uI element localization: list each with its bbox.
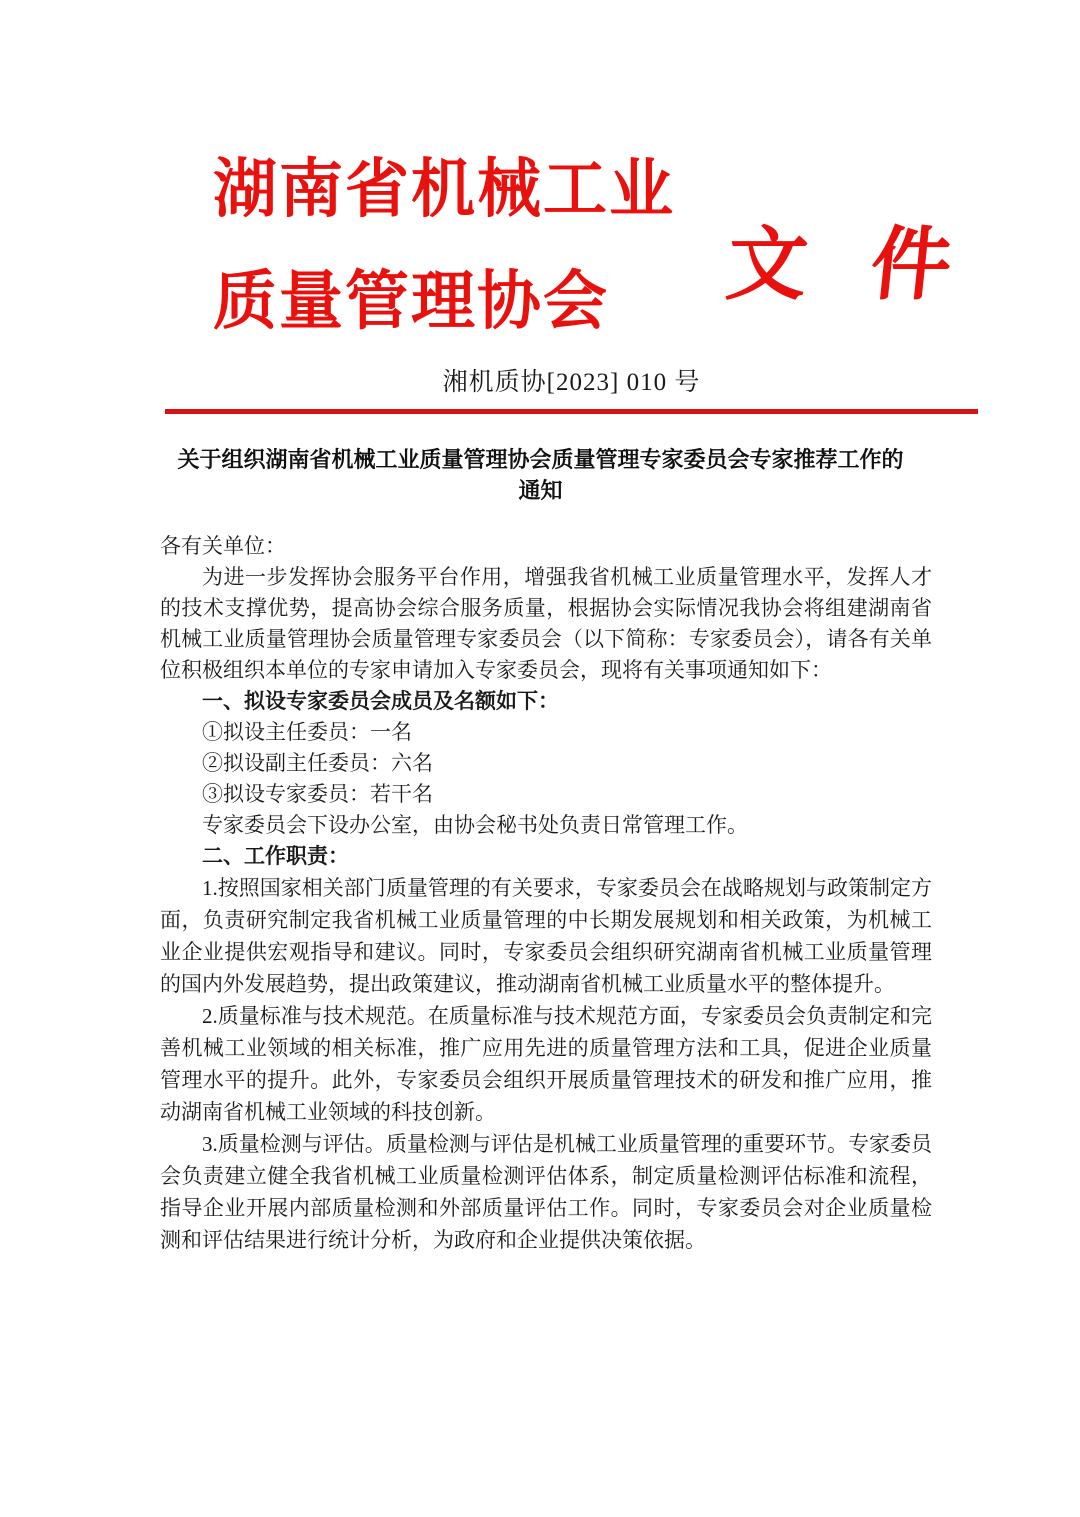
document-title-line2: 通知 [518, 478, 563, 503]
section1-item-3: ③拟设专家委员：若干名 [202, 782, 433, 806]
section2-paragraph-1: 1.按照国家相关部门质量管理的有关要求，专家委员会在战略规划与政策制定方面，负责研究制定我省机械工业质量管理的中长期发展规划和相关政策，为机械工业企业提供宏观指导和建议。同时，专家委员会组织研究湖南省机械工业质量管理的国内外发展趋势，提出政策建议，推动湖南省机械工业质量水平的整体提升。 [160, 876, 932, 996]
intro-paragraph: 为进一步发挥协会服务平台作用，增强我省机械工业质量管理水平，发挥人才的技术支撑优势，提高协会综合服务质量，根据协会实际情况我协会将组建湖南省机械工业质量管理协会质量管理专家委员会（以下简称：专家委员会），请各有关单位积极组织本单位的专家申请加入专家委员会，现将有关事项通知如下： [160, 565, 932, 682]
section1-item-2: ②拟设副主任委员：六名 [202, 751, 433, 775]
red-divider-line [165, 409, 978, 414]
document-title [153, 444, 928, 506]
org-name-line2: 质量管理协会 [213, 264, 609, 339]
file-label: 文 件 [722, 217, 975, 311]
section1-item-1: ①拟设主任委员：一名 [202, 720, 412, 744]
document-body [160, 531, 932, 1256]
section2-paragraph-3: 3.质量检测与评估。质量检测与评估是机械工业质量管理的重要环节。专家委员会负责建立健全我省机械工业质量检测评估体系，制定质量检测评估标准和流程，指导企业开展内部质量检测和外部质量评估工作。同时，专家委员会对企业质量检测和评估结果进行统计分析，为政府和企业提供决策依据。 [160, 1132, 932, 1252]
section1-heading: 一、拟设专家委员会成员及名额如下： [202, 690, 559, 713]
org-name-line1: 湖南省机械工业 [213, 152, 675, 227]
document-title-line1: 关于组织湖南省机械工业质量管理协会质量管理专家委员会专家推荐工作的 [177, 447, 904, 472]
salutation: 各有关单位： [160, 534, 286, 558]
section2-paragraph-2: 2.质量标准与技术规范。在质量标准与技术规范方面，专家委员会负责制定和完善机械工业领域的相关标准，推广应用先进的质量管理方法和工具，促进企业质量管理水平的提升。此外，专家委员会组织开展质量管理技术的研发和推广应用，推动湖南省机械工业领域的科技创新。 [160, 1004, 932, 1124]
section2-heading: 二、工作职责： [202, 845, 349, 868]
section1-note: 专家委员会下设办公室，由协会秘书处负责日常管理工作。 [202, 813, 748, 837]
reference-number: 湘机质协[2023] 010 号 [442, 369, 701, 396]
